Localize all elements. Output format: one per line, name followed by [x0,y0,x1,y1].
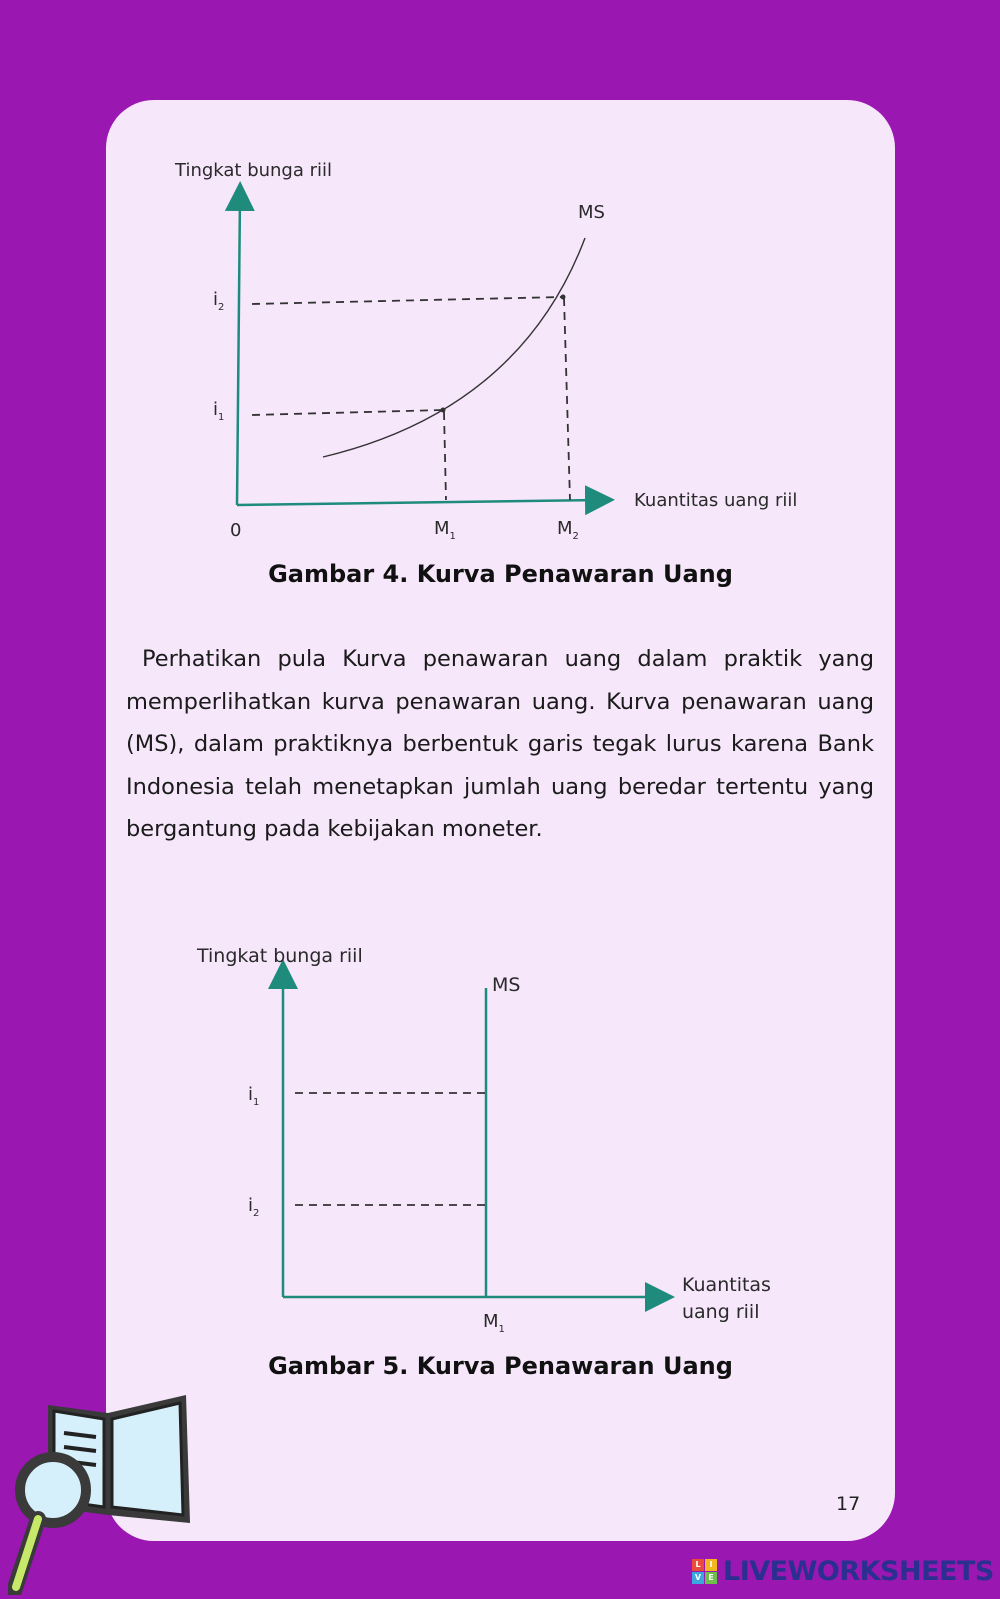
fig5-tick-i2: $i_2$ [248,1195,260,1219]
fig5-x-label-line1: Kuantitas [682,1274,771,1296]
figure-4-caption: Gambar 4. Kurva Penawaran Uang [268,560,733,588]
body-paragraph: Perhatikan pula Kurva penawaran uang dalam praktik yang memperlihatkan kurva penawaran uang. Kurva penawaran uang (MS), dalam praktiknya berbentuk garis tegak lurus karena Bank Indonesia telah menetapkan jumlah uang beredar tertentu yang bergantung pada kebijakan moneter. [126,646,874,842]
fig5-x-label-line2: uang riil [682,1301,760,1323]
logo-letter-v: V [692,1572,704,1584]
fig5-tick-m1: $M_1$ [483,1311,505,1335]
fig4-tick-m2: $M_2$ [557,518,579,542]
fig4-x-label: Kuantitas uang riil [634,490,798,511]
logo-letter-i: I [705,1559,717,1571]
fig5-ms-label: MS [492,974,521,996]
fig4-tick-i1: $i_1$ [213,399,225,423]
liveworksheets-brand [692,1555,994,1587]
liveworksheets-logo-icon [692,1559,717,1584]
page-number: 17 [836,1493,861,1515]
liveworksheets-text: LIVEWORKSHEETS [723,1555,994,1587]
fig4-origin-label: 0 [230,520,242,541]
fig5-y-label: Tingkat bunga riil [197,945,363,967]
figure-5-caption: Gambar 5. Kurva Penawaran Uang [268,1352,733,1380]
logo-letter-e: E [705,1572,717,1584]
fig4-tick-m1: $M_1$ [434,518,456,542]
book-magnifier-icon [8,1395,198,1599]
fig5-tick-i1: $i_1$ [248,1084,260,1108]
fig4-y-label: Tingkat bunga riil [175,160,333,181]
fig4-tick-i2: $i_2$ [213,289,225,313]
logo-letter-l: L [692,1559,704,1571]
fig4-ms-label: MS [578,202,605,223]
